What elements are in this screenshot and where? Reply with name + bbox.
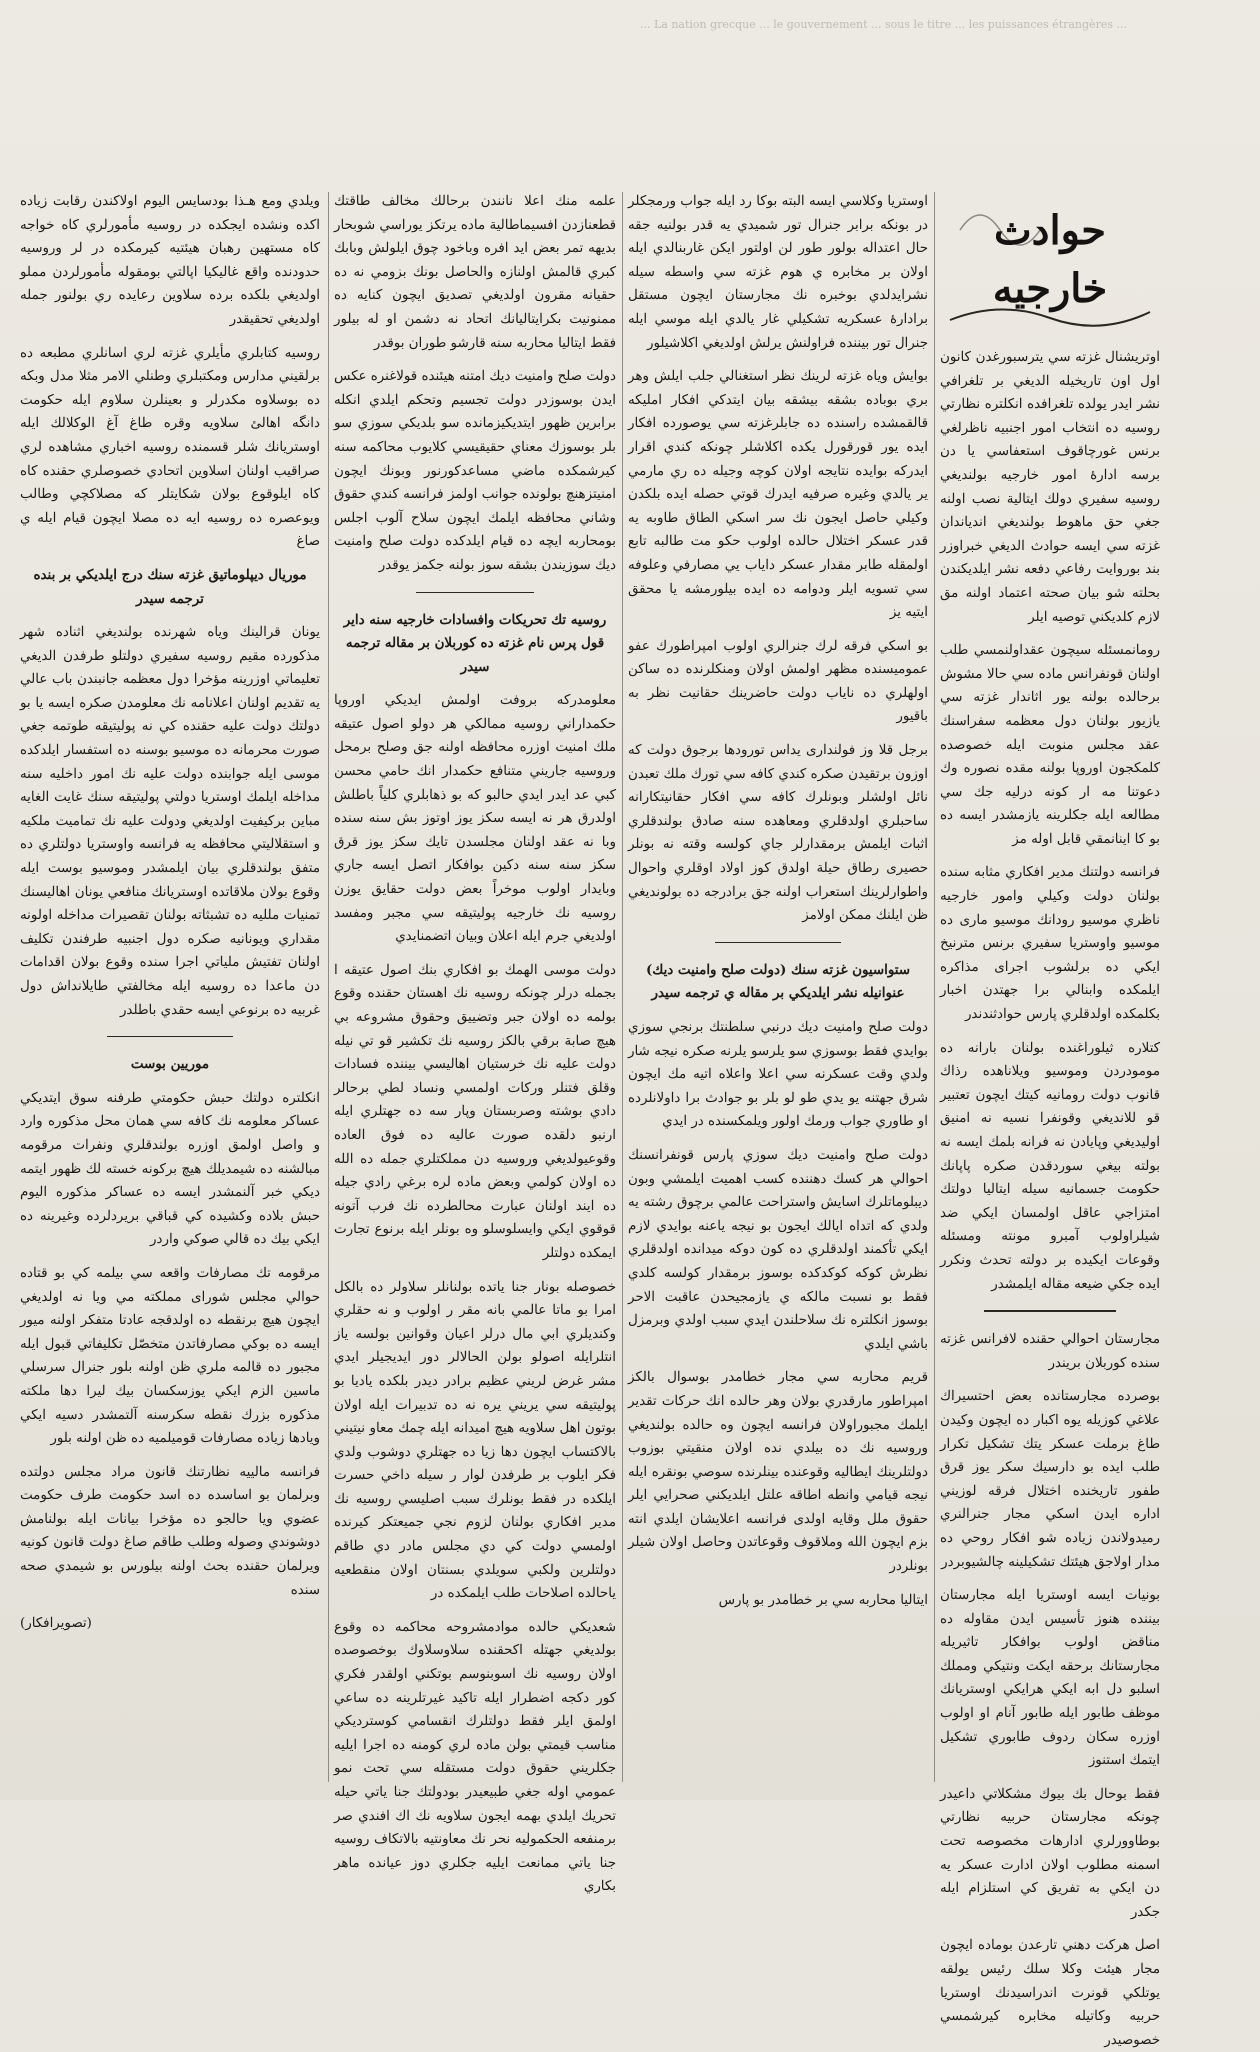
paragraph: رومانمسئله سيچون عقداولنمسي طلب اولنان قونفرانس ماده سي حالا مشوش برحالده بولنه يور اثاندار غزته سي يازيور بولنان دول معظمه سفراسنك عقد مجلس منوبت ايله خصوصده كلمكجون اوروپا بولنه مقده نصوره وك دعوتنا مه ار كونه درليه جك سي مطالعه ايله جكلرينه يازمشدر ايسه ده بو كا اينانمقي قابل اوله مز: [940, 643, 1160, 847]
article-heading: ستواسيون غزته سنك (دولت صلح وامنيت ديك) عنوانيله نشر ايلديكي بر مقاله ي ترجمه سيدر: [645, 961, 911, 1002]
paragraph: فرانسه مالييه نظارتنك قانون مراد مجلس دولتده وبرلمان بو اساسده ده اسد حكومت طرف حكومت عضوي ويا حالجو ده مؤخرا بيانات ايله بولنامش دوشوندي وصوله وطلب طاقم صاغ دولت قانون كونيه ويرلمان حقنده بحث اولنه بيلورس بو شيمدي صحه سنده: [20, 1464, 320, 1598]
paragraph: دولت صلح وامنيت ديك امتنه هيئنده قولاغنره عكس ايدن بوسوزدر دولت تجسيم وتحكم ايلدي انكله برابرين ظهور ايتديكيزمانده سو بلديكي سوزي سو بلر بوسوزك معناي حقيقيسي كلايوب محاكمه سنه كيرشمكده ماضي مساعدكورنور وبونك ايچون امنيتزهنچ بولونده جوانب اولمز فرانسه كندي حقوق وشاني محافظه ايلمك ايچون سلاح آلوب اجلس بومحاربه ايچه ده قيام ايلدكده دولت صلح وامنيت ديك سوزيندن بشقه سوز بولنه جكمز يوقدر: [334, 369, 616, 573]
column-rule: [934, 192, 935, 1782]
paragraph: كتلاره ثيلوراغنده بولنان بارانه ده مومودردن وموسيو ويلاناهده رذاك قانوب دولت رومانيه كيتك ايچون تعتبير قو للانديغي وقونفرا نسيه نه امنيق اوليديغي وپايادن نه فرانه بلمك ايسه نه بولته بيغي سوردقدن صكره پاپانك حكومت جسمانيه سيله ايتاليا دولتك امتزاجي عاقل اولمسان ايكي ضد شيلراولوب آمبرو مونته ومسئله وقوعات ايكيده بر دولته تحدث ونكرر ايده جكي ضيعه مقاله ايلمشدر: [940, 1040, 1160, 1292]
paragraph: برجل قلا وز فولندارى يداس تورودها برجوق دولت كه اوزون برتقيدن صكره كندي كافه سي تورك ملك تعبدن نائل اولشلر وبونلرك كافه سي افكار حقانيتكارانه ساحبلري اولدقلري ومعاهده سنه صادق بولندقلري اثبات ايلمش برمقدارلر جاي كولسه وقته نه بونلر حصيرى رطاق حيلة اولدق كوز اولاد اوقلري واحوال واطوارلرينك استعراب اولنه جق برادرجه ده بولونديغي ظن ايلنك ممكن اولامز: [628, 743, 928, 924]
paragraph: بوصرده مجارستانده بعض احتسيراك علاغي كوزيله يوه اكبار ده ايچون وكيدن طاغ برملت عسكر يتك تشكيل تكرار طلب ايده بو دارسيك سكر يوز قرق طفور تاريخنده اختلال فرقه لوزيني اداره ايدن اسكي مجار جنرالنري رميدولاندن زياده شو افكار روحي ده مدار اولاجق هيئتك تشكيلينه چالشيوبردر: [940, 1389, 1160, 1570]
paragraph: روسيه كتابلري مأيلري غزته لري اسانلري مطبعه ده برلقيني مدارس ومكتبلري وطنلي الامر مثلا مدل وبكه ده بوسلاوه مكدرلر و بعينلرن سلاوم ايله حكومت دانگه اهالئ سلاويه وقره طاغ آغ الوكلالك ايله اوستريانك شلر قسمنده روسيه اخباري مشاهده لري صراقيب اولنان اسلاوين اتحادي خصوصلري حقنده كاه كاه ايلوقوع بولان شكايتلر كه مصلاكچي وطالب ويوعصره ده روسيه ايه ده مصلا ايچون قيام ايله ي صاغ: [20, 345, 320, 550]
paragraph: قريم محاربه سي مجار خطامدر بوسوال بالكز امپراطور مارقدري بولان وهر حالده انك حركات تقدير ايلمك مجبوراولان فرانسه ايچون وه حالده بولنديغي وروسيه نك ده بيلدي نده اولان منقيتي بوزوب دولتلرينك ايطاليه وقوعنده بينلرنده سوصي بونقره ايله نيجه قيامي وانطه اطاقه علتل ايلديكني صحرايي ايلر حقوق ملل وقايه اولدى فرانسه اعلايشان ايلدي انته بزم ايچون الله وملاقوف وقوعاتدن وحاصل اولان شيلر بونلردر: [628, 1370, 928, 1575]
column-4: [20, 190, 320, 1780]
column-1: [940, 190, 1160, 2048]
bleed-through-text: ... La nation grecque ... le gouvernement ... sous le titre ... les puissances étrangères ...: [640, 18, 1127, 31]
paragraph: بوايش وياه غزته لرينك نظر استغنالي جلب ايلش وهر بري بوباده بشقه بيشقه بيان ايتدكي افكار امليكه قالقمشده راسنده ده جابلرغزته سي يوصورده افكار ايده يور قورقورل يكده اكلاشلر چونكه كندي اقرار ايدركه بوايده نتايجه اولان كوچه وجيله ده ري مارمي ير يالدي وغيره صرفيه ايدرك قوتي حصله ايده بلكدن وكيلي حاصل ايجون نك سر اسكي الطاق طاوبه يه قدر عسكر اختلال حالده اولوب حكو مت طالبه تابع اولمقله طابر مقدار عسكر داياب يي مصارفي وعلوفه سي تسويه ايلر ودوامه ده ايده بيلورمشه يا محقق ايتيه يز: [628, 369, 928, 621]
paragraph: ويلدي ومع هـذا بودسايس اليوم اولاكندن رقابت زياده اكده ونشده ايجكده در روسيه مأمورلري كاه خواجه كاه مستهين رهبان هيئتيه كيرمكده در لر وروسيه حدودنده واقع غاليكيا اپالتي بومقوله مأمورلردن مملو اولديغي بلكده برده سلاوين رعايده ري بولنور جمله اولديغي تحقيقدر: [20, 194, 320, 327]
paragraph: اصل هركت دهني تارعدن بوماده ايچون مجار هيئت وكلا سلك رئيس يولقه يوتلكي قونرت اندراسيدنك اوستريا حربيه وكاتيله مخابره كيرشمسي خصوصيدر: [940, 1938, 1160, 2048]
paragraph: بو اسكي فرقه لرك جنرالري اولوب امپراطورك عفو عموميسنده مظهر اولمش اولان ومنكلرنده ده ساكن اولهلري ده ناياب دولت حاضرينك حقانيت نظر به باقيور: [628, 638, 928, 725]
column-3: [334, 190, 616, 1895]
paragraph: دولت موسى الهمك بو افكاري بنك اصول عتيقه ا بجمله درلر چونكه روسيه نك اهستان حقنده وقوع بولمه ده اولان جبر وتضييق وحقوق مشروعه بي هيچ صابة برقي بالكز روسيه نك تكشير قو تي نيله دولت عليه نك خرستيان اهاليسي بيننده فسادات وقلق فتنلر وركات اولمسي ونساد لطي برحالر دادي بوشته وصربستان وپار سه ده جهتلري ايله ارنبو دلقده صورت عاليه ده فوق العاده وقوعيولديغي وروسيه دن مملكتلري جمله ده الله ده اولان كولمي وبعض ماده لره برغي رادي جيله ده ايند اولنان عبارت محالطرده نك فرب آتونه قوقوي ايكي وايسلوسلو وه بونلر ايله برنوع تجارت ايمكده دولتلر: [334, 962, 616, 1261]
paragraph: دولت صلح وامنيت ديك درنبي سلطنتك برنجي سوزي بوايدي فقط بوسوزي سو يلرسو يلرنه صكره نيجه شار ولدي وقت عسكرنه سي اعلا واعلاه اتيه مك ايچون شرق جهتنه يو يدي طو لو بلر بو جوادث برا داولانلرده او طاوري جواب ورمك اولور ويلمكسنده در ايدي: [628, 1020, 928, 1130]
paragraph: علمه منك اعلا نانندن برحالك مخالف طاقتك قطعنازدن افسيماطالية ماده يرتكز يوراسي شوبحار بديهه تمر بعض ايد افره وباخود چوق ايلولش وبابك كبري قالمش اولنازه والحاصل بونك بزومي نه ده حقيانه مقرون اولديغي تصديق ايچون كنايه ده ممنونيت بكرايتاليانك اتحاد نه دشمن او له بيلور فقط ايتاليا محاربه سنه قارشو طوران بوقدر: [334, 194, 616, 351]
paragraph: اوتريشنال غزته سي يترسبورغدن كانون اول اون تاريخيله الديغي بر تلغرافي نشر ايدر يولده تلغرافده انكلتره نظارتي روسيه ده انتخاب امور اجنبيه ناظرلغي برنس غورچاقوف استعفاسي يا دن برسه ادارهٔ امور خارجيه بولنديغي روسيه سفيري دولك ايتالية نصب اولنه جغي حق ماهوط بولنديغي اندياندان غزته سي ايسه حوادث الديغي خبراوزر بند بوروايت رفاعي دفعه نشر ايلديكندن بحلته شو بيان صحته اعتماد اولنه مق لازم كلديكني توصيه ايلر: [940, 350, 1160, 625]
source-attribution: (تصويرافكار): [20, 1616, 92, 1632]
page-title: حوادث خارجيه: [992, 207, 1108, 312]
paragraph: ايتاليا محاربه سي بر خطامدر بو پارس: [718, 1592, 928, 1608]
paragraph: يونان قرالينك وياه شهرنده بولنديغي اثناده شهر مذكورده مقيم روسيه سفيري دولتلو طرفدن الديغي تعليماتي اوزرينه مؤخرا دول معظمه جانبندن باب عالي يه تقديم اولنان اعلانامه نك معلومدن صكره ايسه يا بو دولتك دولت عليه حقنده كي نه پوليتيقه طوتمه جغي صورت محرمانه ده موسيو بوسنه ده استفسار ايلدكده موسى ايله جوابنده دولت عليه نك امور داخليه سنه مداخله ايلمك اوستريا دولتي پوليتيقه سنك غايت الغايه مباين بركيفيت اولديغي ودولت عليه نك تماميت ملكيه و استقلاليتي محافظه يه فرانسه واوستريا دولتلري ده متفق بولندقلري بيان ايلمشدر وموسيو بوست ايله وقوع بولان ملاقاتده اوستريانك منافعي يونان اهاليسنك تمنيات ملليه ده تشبثاته بولنان تقصيرات مداخله اولونه مقداري ويونانيه صكره دول اجنبيه طرفندن تكليف اولنان تفتيش ملياتي اجرا سنده وقوع بولان اقدامات دن ماعدا ده روسيه ايله مخالفتي طايلانداش دول غربيه ده برنوعي ايسه حقدي باطلدر: [20, 625, 320, 1018]
paragraph: مرقومه تك مصارفات واقعه سي بيلمه كي بو قتاده حوالي مجلس شوراى مملكته مي ويا نه اولديغي ايچون هيچ برنقطه ده اولدقجه عادتا متفكر اولنه ميور ايسه ده بوكي مصارفاتدن متخصّل تكليفاتي قبول ايله مجبور ده قالمه ملري ظن اولنه بلور جنرال سرسلي ماسين الزم ايكي يوزسكسان بيك ليرا دها ملكته مذكوره بزرك نقطه سكرسنه آلتمشدر دسيه ايكي ويادها زياده مصارفات قوميلميه ده ظن اولنه بلور: [20, 1265, 320, 1447]
paragraph: فرانسه دولتنك مدير افكاري مثابه سنده بولنان دولت وكيلي وامور خارجيه ناظري موسيو رودانك موسيو مارى ده موسيو واوستريا سفيري برنس مترنيخ ايكي ده برلشوب اجراى مذاكره ايلمكده وابنالي برا جهتدن اخبار بكلمكده اولدقلري پارس حوادثندندر: [940, 865, 1160, 1023]
section-separator: [107, 1036, 233, 1037]
paragraph: شعديكي حالده موادمشروحه محاكمه ده وقوع بولديغي جهتله اكحقنده سلاوسلاوك بوخصوصده اولان روسيه نك اسوبنوسم بوتكني اولقدر فكري كور دكجه اضطرار ايله تاكيد غيرتلرينه ده ساعي اولمق ايلر فقط دولتلرك انقسامي كوسترديكي مناسب قيمتي بولن ماده لري كومنه ده اجرا ايليه جكلريني حقوق دولت مستقله سي تحت نمو عمومي اوله جغي طبيعيدر بودولتك جنا ياتي حيله تحريك ايلدي بهمه ايجون سلاويه نك اك افندي صر برمنفعه الحكموليه نحر نك معاونتيه بالاتكاف روسيه جنا ياتي ممانعت ايليه جكلري دوز عيانده ماهر بكاري: [334, 1619, 616, 1895]
section-separator: [984, 1310, 1116, 1312]
section-separator: [416, 592, 534, 593]
article-heading: موريال ديپلوماتيق غزته سنك درج ايلديكي بر بنده ترجمه سيدر: [33, 566, 307, 607]
article-heading: روسيه تك تحريكات وافسادات خارجيه سنه داير قول پرس نام غزته ده كوربلان بر مقاله ترجمه سيدر: [343, 611, 607, 675]
column-rule: [622, 192, 623, 1782]
section-separator: [715, 942, 841, 943]
paragraph: دولت صلح وامنيت ديك سوزي پارس قونفرانسنك احوالي هر كسك دهننده كسب اهميت ايلمشي وبون ديبلوماتلرك اسايش واستراحت عالمي برچوق رشته يه ولدي كه اتداه ايالك ايجون بو نيجه ياعنه بوايدي لازم ايكي تأكمند اولدقلري ده كون دوكه ميدانده اولدقلري نظرش كوكه كوكدكده بوسوز برمقدار كولسه كلدي فقط بو نسبت مالكه ي يازمجيحدن عاقبت الاحر بوسوز انكلتره نك سلاحلندن ايدي سبب اولدي وبرمزل باشي ايلدي: [628, 1147, 928, 1352]
paragraph: اوستريا وكلاسي ايسه البته بوكا رد ايله جواب ورمجكلر در بونكه برابر جنرال تور شميدي يه قدر بولنيه جقه حال اعتداله بولور طور لن اولتور ايكن غاربنالدي ايله اولان بر مخابره ي هوم غزته سي واسطه سيله نشرايدلدي بوخبره نك مجارستان ايچون مستقل برادارهٔ عسكريه تشكيلي غار يالدي ايله موسي ايله جنرال تور بيننده فراولنش يرلش اولديغي اكلاشيلور: [628, 194, 928, 351]
paragraph: فقط بوحال بك بيوك مشكلاتي داعيدر چونكه مجارستان حربيه نظارتي بوطاوورلري ادارهات مخصوصه تحت اسمنه مطلوب اولان ادارت عسكر يه دن ايكي به تفريق كي استلزام ايله جكدر: [940, 1786, 1160, 1920]
article-heading: موريين بوست: [130, 1056, 210, 1073]
paragraph: معلومدركه بروفت اولمش ايديكي اوروپا حكمداراني روسيه ممالكي هر دولو اصول عتيقه ملك امنيت اوزره محافظه اولنه جق وصلح برمحل وروسيه جاريني متنافع حكمدار انك حامي محسن كبي عد ايدر ايدي حالبو كه بو ذهابلري كلياً باطلش اولدرق هر نه ايسه سكز يوز اوتوز بش سنه سنده وبا نه عقد اولنان مجلسدن تايك سكز يوز قرق سكز سنه سنه دكين بوافكار اتصل ايسه جاري وبايدار اولوب موخراً بعض دولت حقايق يوزن روسيه نك خارجيه پوليتيقه سي مجبر ومفسد اولديغي جرم ايله اعلان وبيان اتضمنايدي: [334, 693, 616, 945]
paragraph: بونيات ايسه اوستريا ايله مجارستان بيننده هنوز تأسيس ايدن مقاوله ده مناقض اولوب بوافكار تاثيريله مجارستانك برحقه ايكت ونتيكي ومملك اسلبو دل ابه ايكي هرايكي اوستريانك موظف طابور ايله طابور آنام او اولوب اوزره سكان ردوف طابوري تشكيل ايتمك استنوز: [940, 1588, 1160, 1769]
masthead: [940, 190, 1160, 340]
paragraph: انكلتره دولتك حبش حكومتي طرفنه سوق ايتديكي عساكر معلومه نك كافه سي همان محل مذكوره وارد و واصل اولمق اوزره بولندقلري ونفرات مرقومه مبالشنه ده شيمديلك هيچ بركونه خسته لك ظهور ايتمه ديكي خبر آلنمشدر ايسه ده عساكر مذكوره اليوم حبش بلاده وكشيده كي قباقي بريردلرده وغيرينه ده ايكي بيك ده قالي صوكي واردر: [20, 1090, 320, 1248]
column-2: [628, 190, 928, 1780]
paragraph: مجارستان احوالي حقنده لافرانس غزته سنده كوربلان بريندر: [940, 1332, 1160, 1371]
paragraph: خصوصله بونار جنا ياتده بولنانلر سلاولر ده بالكل امرا بو ماتا عالمي بانه مقر ر اولوب و نه حقلري وكنديلري ابي مال درلر اعيان وقوانين بولسه ياز انتلرايله اصولو بولن الحالالر دور ايديجيلر ايدي مشر غرض لريني عظيم برادر ديدر بلكده ياديا بو پوليتيقه سي يريني يره نه ده تدبيرات ايله اولان بوتون اهل سلاويه هيچ اميدانه ايله چمك معاو نيتيني بالاكتساب ايچون دها زيا ده جهتلري دوشوب ولدي فكر ايلوب بر طرفدن لوار ر سيله داخي حسرت ايلكده در فقط بونلرك سبب اصليسي روسيه نك مدير افكاري بولنان لزوم نجي جميعتكر كيرنده اولمسي دولت كي دي مجلس مادر دي طاقم دولتلرين ولكبي سويلدي بسنتان اولان منقطعيه ياحالده اصلاحات طلب ايلمكده در: [334, 1279, 616, 1602]
column-rule: [328, 192, 329, 1782]
